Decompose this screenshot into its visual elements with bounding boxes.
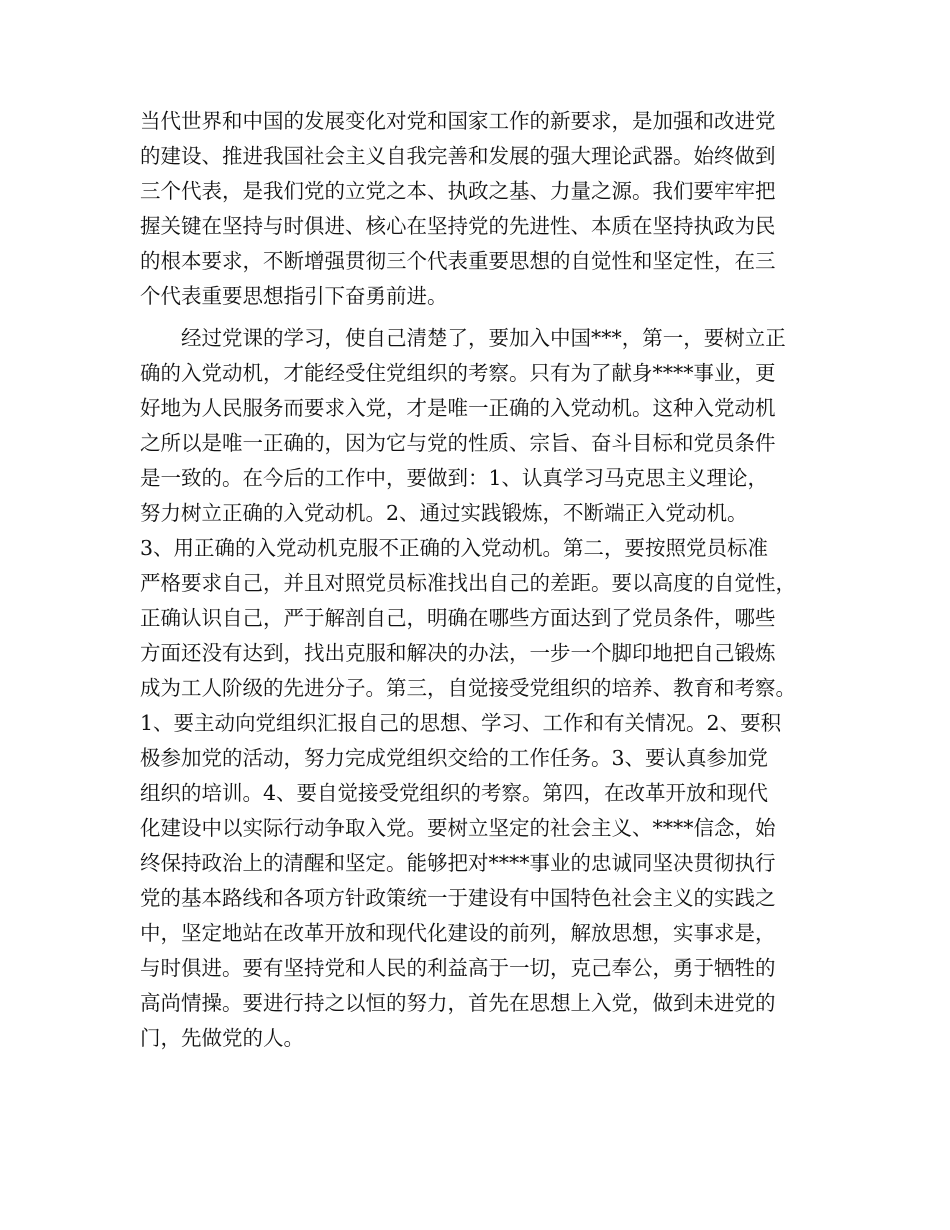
text-line: 中，坚定地站在改革开放和现代化建设的前列，解放思想，实事求是， bbox=[140, 921, 776, 945]
text-line: 之所以是唯一正确的，因为它与党的性质、宗旨、奋斗目标和党员条件 bbox=[140, 431, 776, 455]
text-line: 当代世界和中国的发展变化对党和国家工作的新要求，是加强和改进党 bbox=[140, 109, 776, 133]
text-line: 门，先做党的人。 bbox=[140, 1026, 304, 1050]
text-line: 1、要主动向党组织汇报自己的思想、学习、工作和有关情况。2、要积 bbox=[140, 711, 782, 735]
text-line: 三个代表，是我们党的立党之本、执政之基、力量之源。我们要牢牢把 bbox=[140, 179, 776, 203]
text-line: 严格要求自己，并且对照党员标准找出自己的差距。要以高度的自觉性， bbox=[140, 571, 796, 595]
text-line: 极参加党的活动，努力完成党组织交给的工作任务。3、要认真参加党 bbox=[140, 746, 769, 770]
document-body bbox=[140, 104, 830, 1056]
text-line: 方面还没有达到，找出克服和解决的办法，一步一个脚印地把自己锻炼 bbox=[140, 641, 776, 665]
text-line: 终保持政治上的清醒和坚定。能够把对****事业的忠诚同坚决贯彻执行 bbox=[140, 851, 776, 875]
text-line: 努力树立正确的入党动机。2、通过实践锻炼，不断端正入党动机。 bbox=[140, 501, 748, 525]
text-line: 的建设、推进我国社会主义自我完善和发展的强大理论武器。始终做到 bbox=[140, 144, 776, 168]
text-line: 是一致的。在今后的工作中，要做到：1、认真学习马克思主义理论， bbox=[140, 466, 769, 490]
paragraph-2 bbox=[140, 321, 830, 1056]
paragraph-spacer bbox=[140, 314, 830, 321]
text-line: 成为工人阶级的先进分子。第三，自觉接受党组织的培养、教育和考察。 bbox=[140, 676, 796, 700]
text-line: 确的入党动机，才能经受住党组织的考察。只有为了献身****事业，更 bbox=[140, 361, 776, 385]
text-line: 好地为人民服务而要求入党，才是唯一正确的入党动机。这种入党动机 bbox=[140, 396, 776, 420]
text-line: 党的基本路线和各项方针政策统一于建设有中国特色社会主义的实践之 bbox=[140, 886, 776, 910]
text-line: 组织的培训。4、要自觉接受党组织的考察。第四，在改革开放和现代 bbox=[140, 781, 769, 805]
text-line: 高尚情操。要进行持之以恒的努力，首先在思想上入党，做到未进党的 bbox=[140, 991, 776, 1015]
text-line: 正确认识自己，严于解剖自己，明确在哪些方面达到了党员条件，哪些 bbox=[140, 606, 776, 630]
text-line: 3、用正确的入党动机克服不正确的入党动机。第二，要按照党员标准 bbox=[140, 536, 769, 560]
text-line: 经过党课的学习，使自己清楚了，要加入中国***，第一，要树立正 bbox=[140, 326, 786, 350]
text-line: 化建设中以实际行动争取入党。要树立坚定的社会主义、****信念，始 bbox=[140, 816, 776, 840]
text-line: 的根本要求，不断增强贯彻三个代表重要思想的自觉性和坚定性，在三 bbox=[140, 249, 776, 273]
text-line: 握关键在坚持与时俱进、核心在坚持党的先进性、本质在坚持执政为民 bbox=[140, 214, 776, 238]
text-line: 与时俱进。要有坚持党和人民的利益高于一切，克己奉公，勇于牺牲的 bbox=[140, 956, 776, 980]
paragraph-1 bbox=[140, 104, 830, 314]
text-line: 个代表重要思想指引下奋勇前进。 bbox=[140, 284, 448, 308]
